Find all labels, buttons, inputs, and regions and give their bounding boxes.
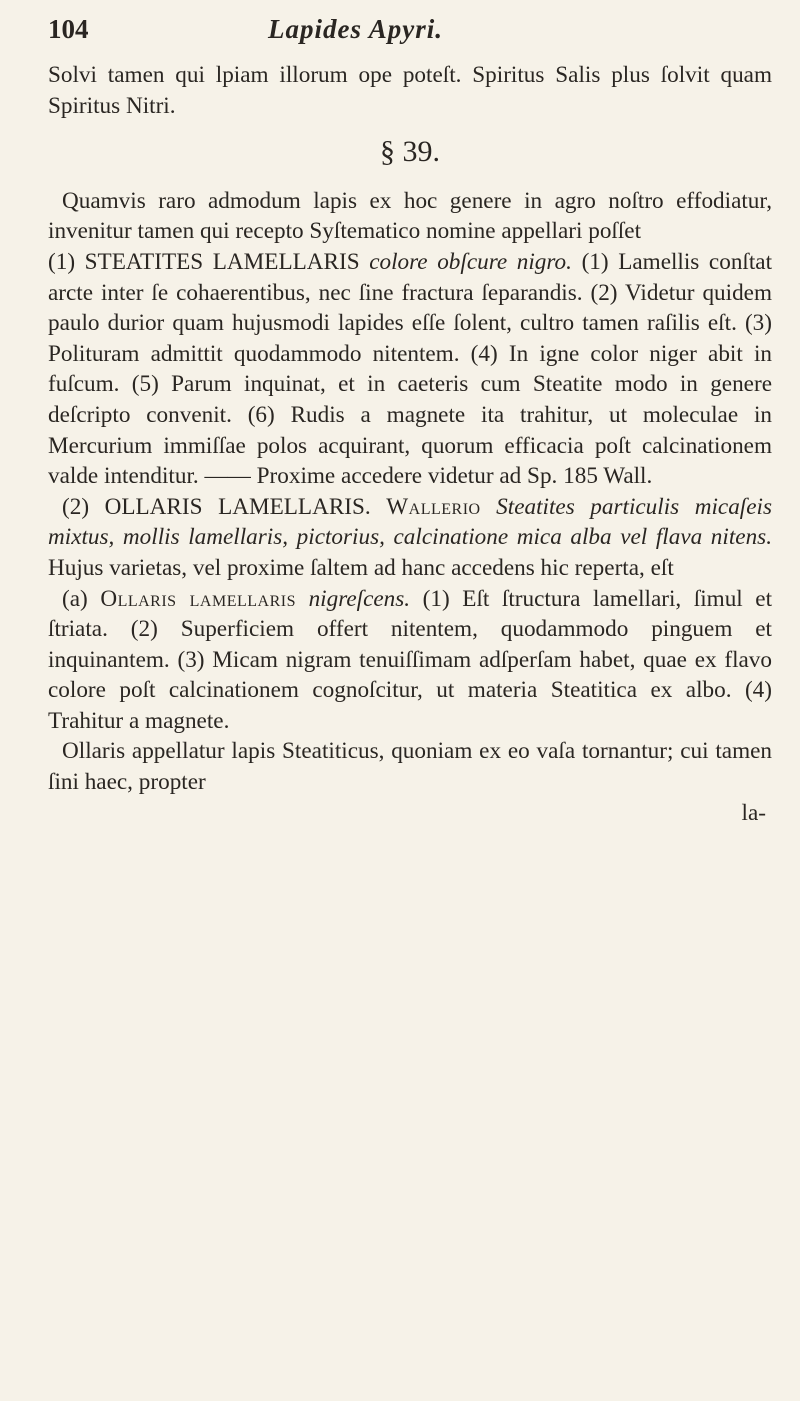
species-description: colore obſcure nigro. xyxy=(369,248,572,275)
variety-description: nigreſcens. xyxy=(308,585,411,612)
paragraph-text: (1) Lamellis conſtat arcte inter ſe cohaerentibus, nec ſine fractura ſeparandis. (2) Videtur quidem paulo durior quam hujusmodi lapides eſſe ſolent, cultro tamen raſilis eſt. (3) Polituram admittit quodammodo nitentem. (4) In igne color niger abit in fuſcum. (5) Parum inquinat, et in caeteris cum Steatite modo in genere deſcripto convenit. (6) Rudis a magnete ita trahitur, ut moleculae in Mercurium immiſſae polos acquirant, quorum efficacia poſt calcinationem valde intenditur. —— Proxime accedere videtur ad Sp. 185 Wall. xyxy=(48,248,773,490)
species-description: Steatites particulis micaſeis mixtus, mollis lamellaris, pictorius, calcinatione mica alba vel flava nitens. xyxy=(48,493,773,551)
body-text xyxy=(48,60,772,828)
catchword: la- xyxy=(741,799,766,826)
running-title: Lapides Apyri. xyxy=(268,14,443,44)
page-header xyxy=(48,8,772,60)
item-number: (2) xyxy=(62,493,90,520)
item-number: (1) xyxy=(48,248,76,275)
section-heading: § 39. xyxy=(380,135,440,169)
intro-paragraph: Solvi tamen qui lpiam illorum ope poteſt. Spiritus Salis plus ſolvit quam Spiritus Nitri. xyxy=(48,62,772,119)
page-number: 104 xyxy=(48,14,89,44)
paragraph-variety xyxy=(48,584,772,737)
paragraph-steatites xyxy=(48,186,772,492)
species-name: OLLARIS LAMELLARIS. xyxy=(104,493,371,520)
paragraph-ollaris xyxy=(48,492,772,584)
paragraph-closing: Ollaris appellatur lapis Steatiticus, quoniam ex eo vaſa tornantur; cui tamen ſini haec, propter xyxy=(48,738,772,796)
species-name: STEATITES LAMELLARIS xyxy=(84,248,360,275)
author-name: Wallerio xyxy=(386,493,481,520)
item-number: (a) xyxy=(62,585,88,612)
paragraph-text: (1) Eſt ſtructura lamellari, ſimul et ſtriata. (2) Superficiem offert nitentem, quodammodo pinguem et inquinantem. (3) Micam nigram tenuiſſimam adſperſam habet, quae ex flavo colore poſt calcinationem cognoſcitur, ut materia Steatitica ex albo. (4) Trahitur a magnete. xyxy=(48,585,773,734)
paragraph-text: Quamvis raro admodum lapis ex hoc genere in agro noſtro effodiatur, invenitur tamen qui recepto Syſtematico nomine appellari poſſet xyxy=(48,187,772,245)
variety-name: Ollaris lamellaris xyxy=(100,585,296,612)
paragraph-text: Hujus varietas, vel proxime ſaltem ad hanc accedens hic reperta, eſt xyxy=(48,554,674,581)
